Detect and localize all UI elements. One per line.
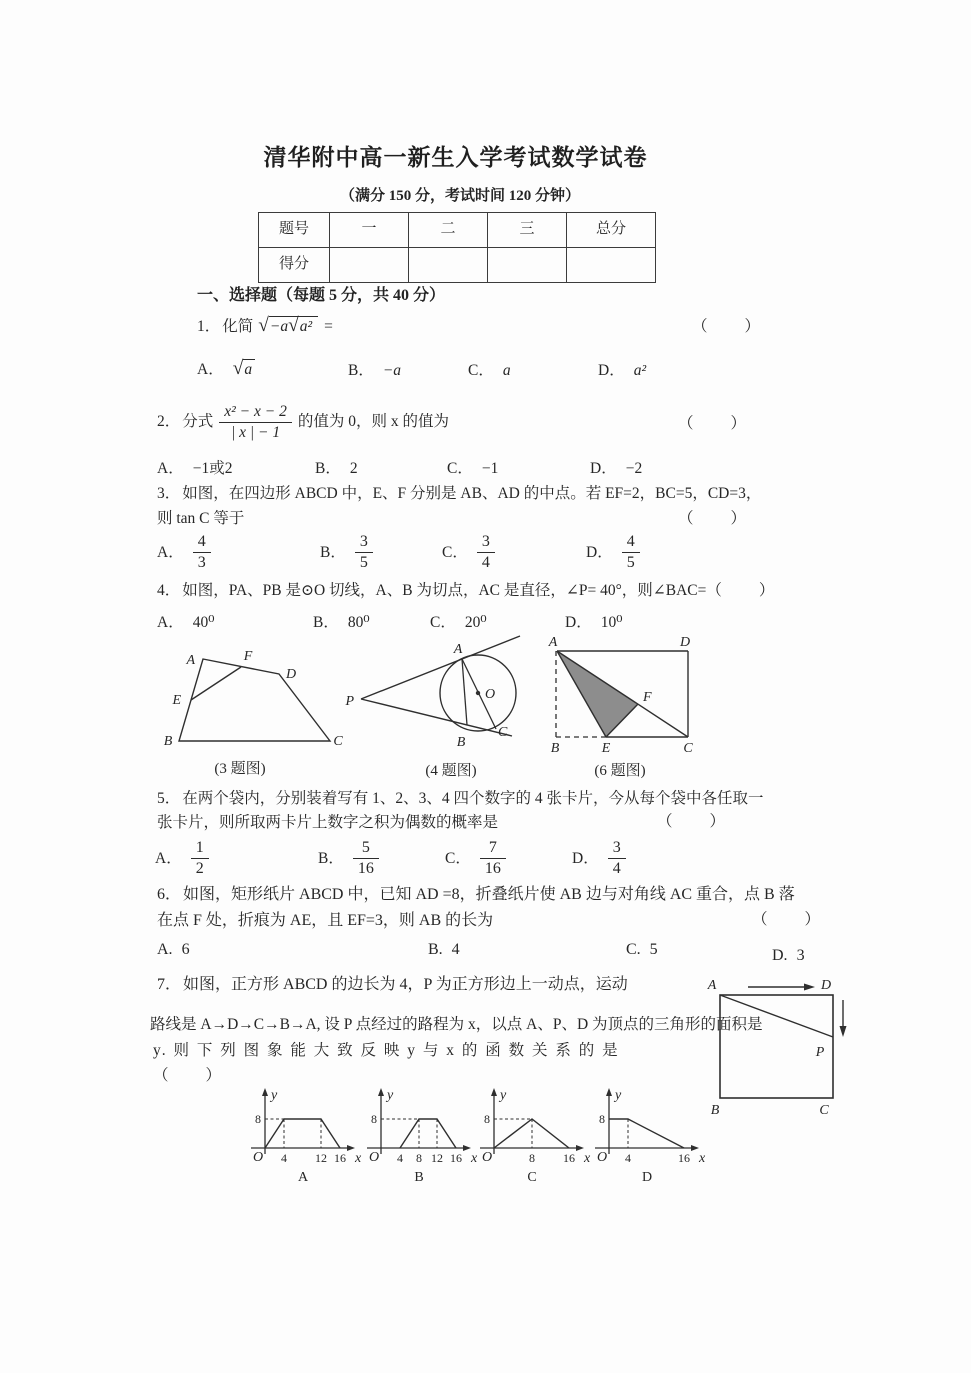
question-6 <box>157 885 795 906</box>
fig7-label-c: C <box>819 1103 829 1118</box>
y-axis-arrow-icon <box>262 1088 268 1096</box>
option-1d <box>598 361 646 381</box>
question-5-line1: 在两个袋内，分别装着写有 1、2、3、4 四个数字的 4 张卡片，今从每个袋中各任取一 <box>182 790 764 807</box>
score-table-header-row <box>259 213 656 248</box>
y-axis-label: y <box>500 1088 507 1103</box>
x-axis-arrow-icon <box>463 1145 471 1151</box>
function-curve <box>609 1119 684 1148</box>
score-table <box>258 212 656 283</box>
question-5-answer-blank: （ ） <box>657 813 728 830</box>
figure-4-circle-tangents <box>340 626 530 781</box>
x-axis-label: x <box>471 1151 478 1166</box>
fraction-numerator: 3 <box>608 839 626 859</box>
score-cell-empty <box>330 248 409 283</box>
fig3-label-a: A <box>186 653 195 668</box>
question-6-line1: 如图，矩形纸片 ABCD 中，已知 AD =8，折叠纸片使 AB 边与对角线 AC 重合，点 B 落 <box>183 886 795 903</box>
score-cell-empty <box>409 248 488 283</box>
option-value: a <box>502 362 511 379</box>
fig3-label-e: E <box>172 693 181 708</box>
option-fraction <box>608 839 626 879</box>
score-table-score-row <box>259 248 656 283</box>
radical-sign-inner: √ <box>288 315 299 337</box>
question-6-answer-blank: （ ） <box>752 911 823 928</box>
fig6-label-b: B <box>550 741 560 756</box>
question-7 <box>157 975 628 996</box>
x-tick: 16 <box>563 1151 575 1165</box>
question-2-number: 2． <box>157 412 181 430</box>
down-arrow-icon <box>840 1026 847 1037</box>
option-value: a² <box>633 362 647 379</box>
radical-sign: √ <box>258 315 269 337</box>
option-label: D． <box>590 460 617 477</box>
question-1-formula <box>258 316 318 337</box>
question-4 <box>157 581 776 601</box>
y-tick-8: 8 <box>371 1112 377 1126</box>
fig7-label-a: A <box>707 978 717 993</box>
question-1 <box>197 312 333 342</box>
fig7-label-b: B <box>710 1103 720 1118</box>
radicand-outer: −a <box>269 318 289 336</box>
quadrilateral-abcd <box>179 659 330 741</box>
option-label: C． <box>468 362 494 379</box>
figure-7-square <box>698 968 873 1118</box>
option-value: −1或2 <box>192 460 233 477</box>
option-fraction <box>191 839 209 879</box>
graph-option-b <box>359 1086 479 1186</box>
x-axis-label: x <box>699 1151 706 1166</box>
y-axis-arrow-icon <box>606 1088 612 1096</box>
origin-label: O <box>596 1150 608 1165</box>
fig6-label-e: E <box>601 741 611 756</box>
fraction-numerator: 4 <box>193 533 211 553</box>
x-tick: 4 <box>397 1151 403 1165</box>
option-label: C. <box>626 941 641 958</box>
equals-sign: = <box>324 317 333 335</box>
fraction-denominator: 3 <box>197 554 206 572</box>
fraction-denominator: 4 <box>612 860 621 878</box>
option-5a <box>155 839 209 879</box>
option-label: B． <box>348 362 374 379</box>
fraction-denominator: 16 <box>357 860 374 878</box>
option-fraction <box>193 533 211 573</box>
option-fraction <box>480 839 506 879</box>
question-4-text: 如图，PA、PB 是⊙O 切线，A、B 为切点，AC 是直径，∠P= 40°，则∠BAC= <box>182 582 707 599</box>
x-tick: 12 <box>315 1151 327 1165</box>
x-tick: 4 <box>625 1151 631 1165</box>
score-table-header-cell: 题号 <box>259 213 330 248</box>
score-cell-empty <box>567 248 656 283</box>
option-label: B． <box>320 543 346 561</box>
fraction-numerator: 1 <box>191 839 209 859</box>
option-5d <box>572 839 626 879</box>
radicand: a <box>243 359 255 378</box>
fig3-label-c: C <box>333 734 343 749</box>
question-7-line1: 如图，正方形 ABCD 的边长为 4，P 为正方形边上一动点，运动 <box>183 976 628 993</box>
score-row-label: 得分 <box>259 248 330 283</box>
fraction-denominator: 5 <box>626 554 635 572</box>
y-tick-8: 8 <box>484 1112 490 1126</box>
fig6-label-a: A <box>548 635 558 650</box>
score-table-header-cell: 二 <box>409 213 488 248</box>
question-3-line2: 则 tan C 等于 <box>157 510 245 527</box>
fraction-numerator: 5 <box>353 839 379 859</box>
x-tick: 16 <box>450 1151 462 1165</box>
question-5-line2: 张卡片，则所取两卡片上数字之积为偶数的概率是 <box>157 814 499 831</box>
question-5-number: 5． <box>157 790 181 807</box>
option-fraction <box>353 839 379 879</box>
option-label: A. <box>157 941 173 958</box>
figure-4-caption: (4 题图) <box>425 763 477 779</box>
fig3-label-b: B <box>163 734 173 749</box>
option-value: −2 <box>625 460 643 477</box>
radicand <box>269 316 318 335</box>
fig4-label-p: P <box>345 694 354 709</box>
x-axis-label: x <box>355 1151 362 1166</box>
question-2-answer-blank: （ ） <box>678 415 749 432</box>
option-label: B． <box>318 849 344 867</box>
graph-option-a <box>243 1086 363 1186</box>
option-3b <box>320 533 373 573</box>
x-axis-label: x <box>584 1151 591 1166</box>
option-label: D. <box>772 947 788 964</box>
question-2 <box>157 396 449 448</box>
question-7-line2: 路线是 A→D→C→B→A, 设 P 点经过的路程为 x，以点 A、P、D 为顶点的三角形的面积是 <box>150 1016 763 1033</box>
fig3-label-d: D <box>286 667 297 682</box>
tangent-pb <box>361 699 512 736</box>
figure-6-caption: (6 题图) <box>594 763 646 779</box>
option-3d <box>586 533 640 573</box>
question-1-answer-blank: （ ） <box>692 318 763 335</box>
x-axis-arrow-icon <box>347 1145 355 1151</box>
option-1b <box>348 361 401 381</box>
option-3a <box>157 533 211 573</box>
fraction-numerator: 7 <box>480 839 506 859</box>
fraction-numerator: 4 <box>622 533 640 553</box>
fig6-label-d: D <box>679 635 691 650</box>
option-6c <box>626 940 658 961</box>
diagonal-ac <box>557 651 688 737</box>
question-7-line3: y. 则 下 列 图 象 能 大 致 反 映 y 与 x 的 函 数 关 系 的 是 <box>153 1042 620 1059</box>
option-label: C． <box>430 614 456 631</box>
function-curve <box>400 1119 456 1148</box>
option-value: 3 <box>796 947 805 964</box>
page-title: 清华附中高一新生入学考试数学试卷 <box>263 144 648 170</box>
option-value: −a <box>382 362 402 379</box>
option-3c <box>442 533 495 573</box>
origin-label: O <box>368 1150 380 1165</box>
fraction-numerator: 3 <box>477 533 495 553</box>
option-label: D． <box>598 362 625 379</box>
fraction-numerator: x² − x − 2 <box>219 403 292 423</box>
shaded-triangle-aef <box>557 651 638 737</box>
fig4-label-a: A <box>453 642 463 657</box>
fraction-denominator: 4 <box>481 554 490 572</box>
y-tick-8: 8 <box>255 1112 261 1126</box>
question-6-number: 6． <box>157 886 182 903</box>
option-label: A． <box>197 360 224 378</box>
option-5c <box>445 839 506 879</box>
question-5-options <box>0 834 971 880</box>
center-dot <box>476 691 480 695</box>
option-value: 4 <box>451 941 460 958</box>
question-6-options <box>0 940 971 966</box>
fig6-label-c: C <box>683 741 693 756</box>
option-value: 2 <box>349 460 358 477</box>
function-curve <box>265 1119 340 1148</box>
question-7-answer-blank: （ ） <box>153 1067 224 1084</box>
option-label: A． <box>157 614 184 631</box>
option-2c <box>447 459 498 479</box>
option-6b <box>428 940 460 961</box>
x-tick: 16 <box>334 1151 346 1165</box>
option-label: D． <box>565 614 592 631</box>
y-axis-arrow-icon <box>378 1088 384 1096</box>
option-label: B． <box>313 614 339 631</box>
fig7-label-d: D <box>820 978 832 993</box>
option-label: A． <box>155 849 182 867</box>
figure-3-quadrilateral <box>153 628 348 753</box>
option-2b <box>315 459 358 479</box>
question-5 <box>157 789 764 809</box>
question-4-number: 4． <box>157 582 181 599</box>
y-axis-arrow-icon <box>491 1088 497 1096</box>
question-4-answer-blank: （ ） <box>706 582 777 599</box>
option-value: 10⁰ <box>600 614 623 631</box>
question-1-text: 化简 <box>222 317 254 335</box>
score-table-header-cell: 总分 <box>567 213 656 248</box>
fraction-numerator: 3 <box>355 533 373 553</box>
option-value: 40⁰ <box>192 614 215 631</box>
y-axis-label: y <box>271 1088 278 1103</box>
question-3-line1: 如图，在四边形 ABCD 中，E、F 分别是 AB、AD 的中点。若 EF=2，BC=5，CD=3， <box>182 485 762 502</box>
option-value: 20⁰ <box>464 614 487 631</box>
question-1-options <box>0 357 971 389</box>
question-2-suffix: 的值为 0，则 x 的值为 <box>297 412 449 430</box>
question-2-fraction <box>219 403 292 442</box>
option-label: D． <box>586 543 613 561</box>
graph-name: A <box>297 1170 309 1185</box>
option-label: C． <box>442 543 468 561</box>
option-6d <box>772 946 805 967</box>
origin-label: O <box>481 1150 493 1165</box>
option-5b <box>318 839 379 879</box>
score-cell-empty <box>488 248 567 283</box>
fig6-label-f: F <box>643 690 652 705</box>
option-label: D． <box>572 849 599 867</box>
option-label: A． <box>157 460 184 477</box>
fig3-label-f: F <box>243 649 253 664</box>
fraction-denominator: 16 <box>484 860 501 878</box>
option-fraction <box>355 533 373 573</box>
y-tick-8: 8 <box>599 1112 605 1126</box>
option-value <box>233 359 255 380</box>
graph-name: C <box>527 1170 537 1185</box>
option-label: B． <box>315 460 341 477</box>
fig4-label-b: B <box>456 735 466 750</box>
option-2a <box>157 459 232 479</box>
x-tick: 12 <box>431 1151 443 1165</box>
score-table-header-cell: 一 <box>330 213 409 248</box>
option-6a <box>157 940 190 961</box>
option-label: C． <box>447 460 473 477</box>
question-7-number: 7． <box>157 976 182 993</box>
option-label: C． <box>445 849 471 867</box>
x-axis-arrow-icon <box>691 1145 699 1151</box>
option-label: A． <box>157 543 184 561</box>
fig7-label-p: P <box>815 1045 825 1060</box>
segment-ap <box>720 995 833 1037</box>
option-2d <box>590 459 642 479</box>
question-3-number: 3． <box>157 485 181 502</box>
option-value: 6 <box>181 941 190 958</box>
graph-option-c <box>472 1086 592 1186</box>
fraction-denominator: 5 <box>359 554 368 572</box>
graph-option-d <box>587 1086 707 1186</box>
question-1-number: 1． <box>197 317 221 335</box>
y-axis-label: y <box>387 1088 394 1103</box>
option-label: B. <box>428 941 443 958</box>
score-table-header-cell: 三 <box>488 213 567 248</box>
option-fraction <box>622 533 640 573</box>
y-axis-label: y <box>615 1088 622 1103</box>
section-heading: 一、选择题（每题 5 分，共 40 分） <box>197 287 446 304</box>
graph-name: B <box>414 1170 424 1185</box>
figure-6-folded-rectangle <box>543 630 708 760</box>
question-3-answer-blank: （ ） <box>678 510 749 527</box>
question-3-options <box>0 528 971 574</box>
option-value: 5 <box>649 941 658 958</box>
origin-label: O <box>252 1150 264 1165</box>
x-tick: 16 <box>678 1151 690 1165</box>
option-value: 80⁰ <box>347 614 370 631</box>
question-2-options <box>0 459 971 483</box>
page-subtitle: （满分 150 分，考试时间 120 分钟） <box>339 188 580 204</box>
question-2-prefix: 分式 <box>182 412 214 430</box>
radicand-inner: a² <box>299 316 315 335</box>
right-arrow-icon <box>804 984 815 991</box>
question-6-line2: 在点 F 处，折痕为 AE，且 EF=3，则 AB 的长为 <box>157 912 494 929</box>
graph-name: D <box>641 1170 653 1185</box>
figure-3-caption: (3 题图) <box>214 761 266 777</box>
option-value: −1 <box>481 460 499 477</box>
x-tick: 8 <box>416 1151 422 1165</box>
option-1a <box>197 359 255 380</box>
x-tick: 8 <box>529 1151 535 1165</box>
x-tick: 4 <box>281 1151 287 1165</box>
option-fraction <box>477 533 495 573</box>
option-1c <box>468 361 511 381</box>
question-3 <box>157 484 761 504</box>
fraction-denominator: 2 <box>195 860 204 878</box>
fig4-label-c: C <box>498 725 508 740</box>
radical-sign: √ <box>232 358 244 379</box>
x-axis-arrow-icon <box>576 1145 584 1151</box>
fig4-label-o: O <box>485 687 496 702</box>
fraction-denominator: | x | − 1 <box>231 423 281 441</box>
